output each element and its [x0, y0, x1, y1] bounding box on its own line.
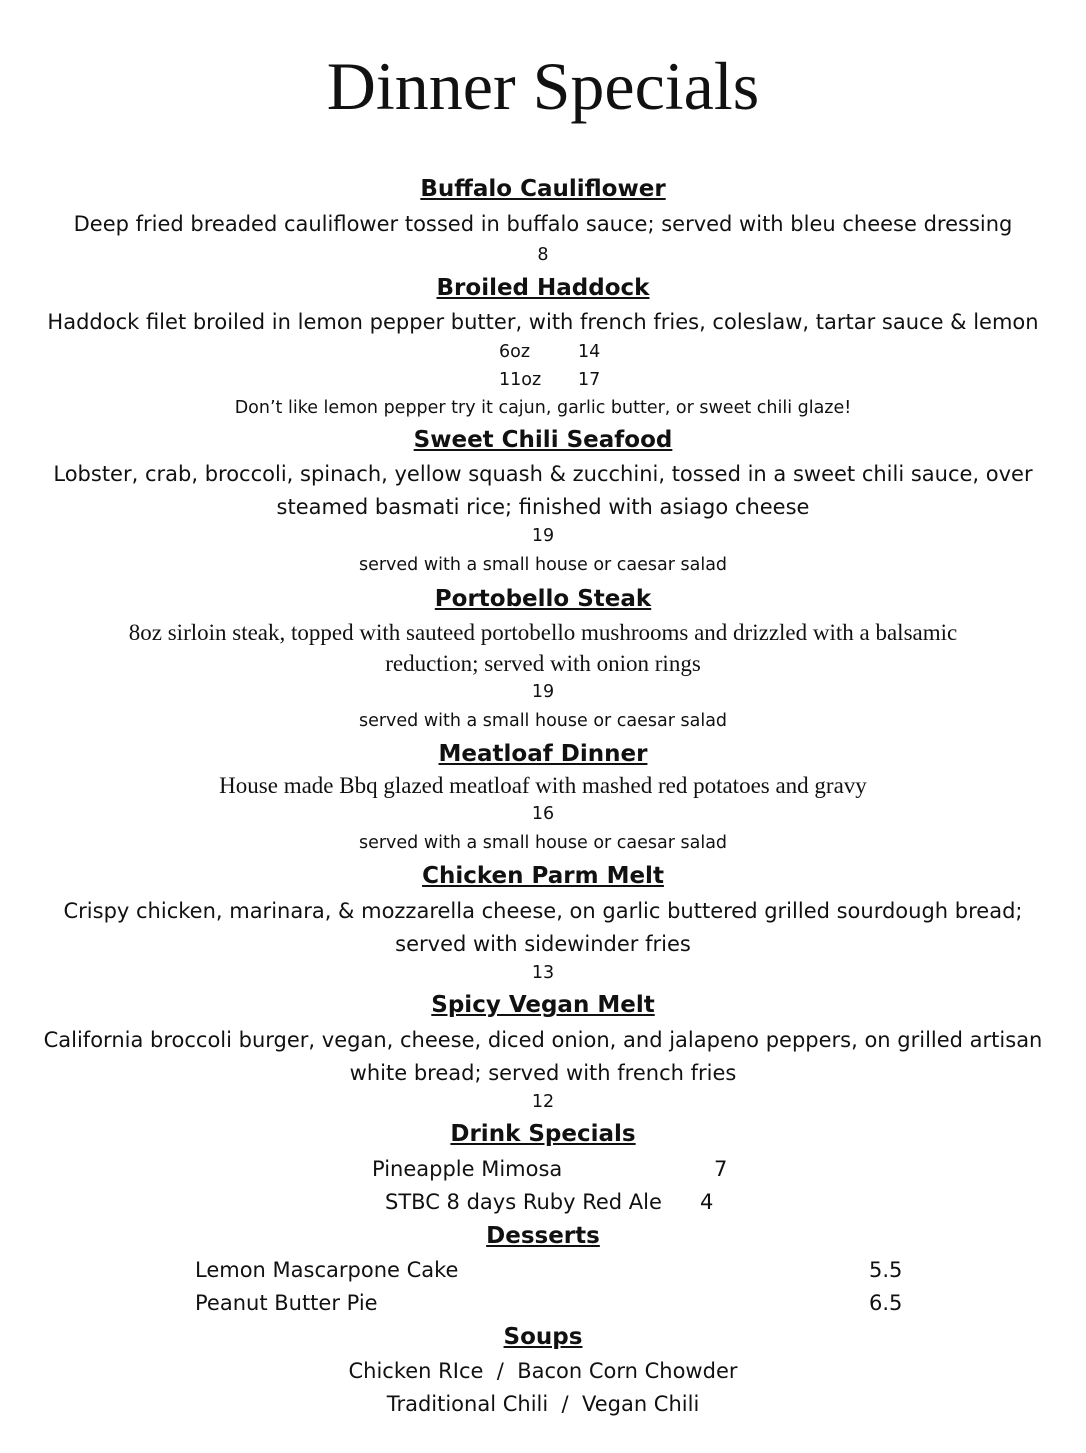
drink-name: STBC 8 days Ruby Red Ale: [385, 1190, 662, 1214]
special-note: Don’t like lemon pepper try it cajun, garlic butter, or sweet chili glaze!: [234, 398, 852, 418]
special-description: Lobster, crab, broccoli, spinach, yellow squash & zucchini, tossed in a sweet chili sauce, over: [53, 462, 1033, 486]
drink-price: 4: [700, 1190, 714, 1214]
drink-name: Pineapple Mimosa: [372, 1157, 563, 1181]
size-label: 11oz: [499, 370, 542, 390]
size-label: 6oz: [499, 342, 531, 362]
special-price: 12: [531, 1092, 555, 1112]
dessert-price: 5.5: [869, 1258, 903, 1282]
drink-price: 7: [714, 1157, 728, 1181]
page-title: Dinner Specials: [326, 48, 760, 124]
dessert-price: 6.5: [869, 1291, 903, 1315]
dessert-name: Peanut Butter Pie: [195, 1291, 378, 1315]
soup-line: Chicken RIce / Bacon Corn Chowder: [348, 1359, 738, 1383]
special-description: Haddock filet broiled in lemon pepper butter, with french fries, coleslaw, tartar sauce & lemon: [47, 310, 1039, 334]
special-note: served with a small house or caesar salad: [358, 555, 728, 575]
special-name: Portobello Steak: [434, 586, 652, 612]
special-price: 19: [531, 526, 555, 546]
special-price: 8: [537, 245, 549, 265]
special-description: served with sidewinder fries: [395, 932, 691, 956]
special-description: Crispy chicken, marinara, & mozzarella cheese, on garlic buttered grilled sourdough bread;: [63, 899, 1023, 923]
special-description: California broccoli burger, vegan, cheese, diced onion, and jalapeno peppers, on grilled artisan: [43, 1028, 1043, 1052]
soup-line: Traditional Chili / Vegan Chili: [386, 1392, 700, 1416]
special-name: Buffalo Cauliflower: [420, 176, 666, 202]
special-name: Chicken Parm Melt: [422, 863, 664, 889]
section-heading-drinks: Drink Specials: [450, 1121, 636, 1147]
special-description: House made Bbq glazed meatloaf with mashed red potatoes and gravy: [219, 773, 867, 798]
special-description: steamed basmati rice; finished with asiago cheese: [276, 495, 810, 519]
special-price: 13: [531, 963, 555, 983]
special-description: 8oz sirloin steak, topped with sauteed portobello mushrooms and drizzled with a balsamic: [128, 620, 958, 645]
special-description: white bread; served with french fries: [349, 1061, 737, 1085]
section-heading-desserts: Desserts: [486, 1223, 600, 1249]
special-name: Broiled Haddock: [436, 275, 650, 301]
special-name: Meatloaf Dinner: [438, 741, 648, 767]
section-heading-soups: Soups: [503, 1324, 583, 1350]
dessert-name: Lemon Mascarpone Cake: [195, 1258, 459, 1282]
special-description: Deep fried breaded cauliflower tossed in buffalo sauce; served with bleu cheese dressing: [73, 212, 1013, 236]
size-price: 17: [578, 370, 601, 390]
special-description: reduction; served with onion rings: [385, 651, 701, 676]
special-note: served with a small house or caesar salad: [358, 711, 728, 731]
special-name: Spicy Vegan Melt: [431, 992, 655, 1018]
special-price: 19: [531, 682, 555, 702]
special-price: 16: [531, 804, 555, 824]
special-note: served with a small house or caesar salad: [358, 833, 728, 853]
size-price: 14: [578, 342, 601, 362]
special-name: Sweet Chili Seafood: [413, 427, 673, 453]
